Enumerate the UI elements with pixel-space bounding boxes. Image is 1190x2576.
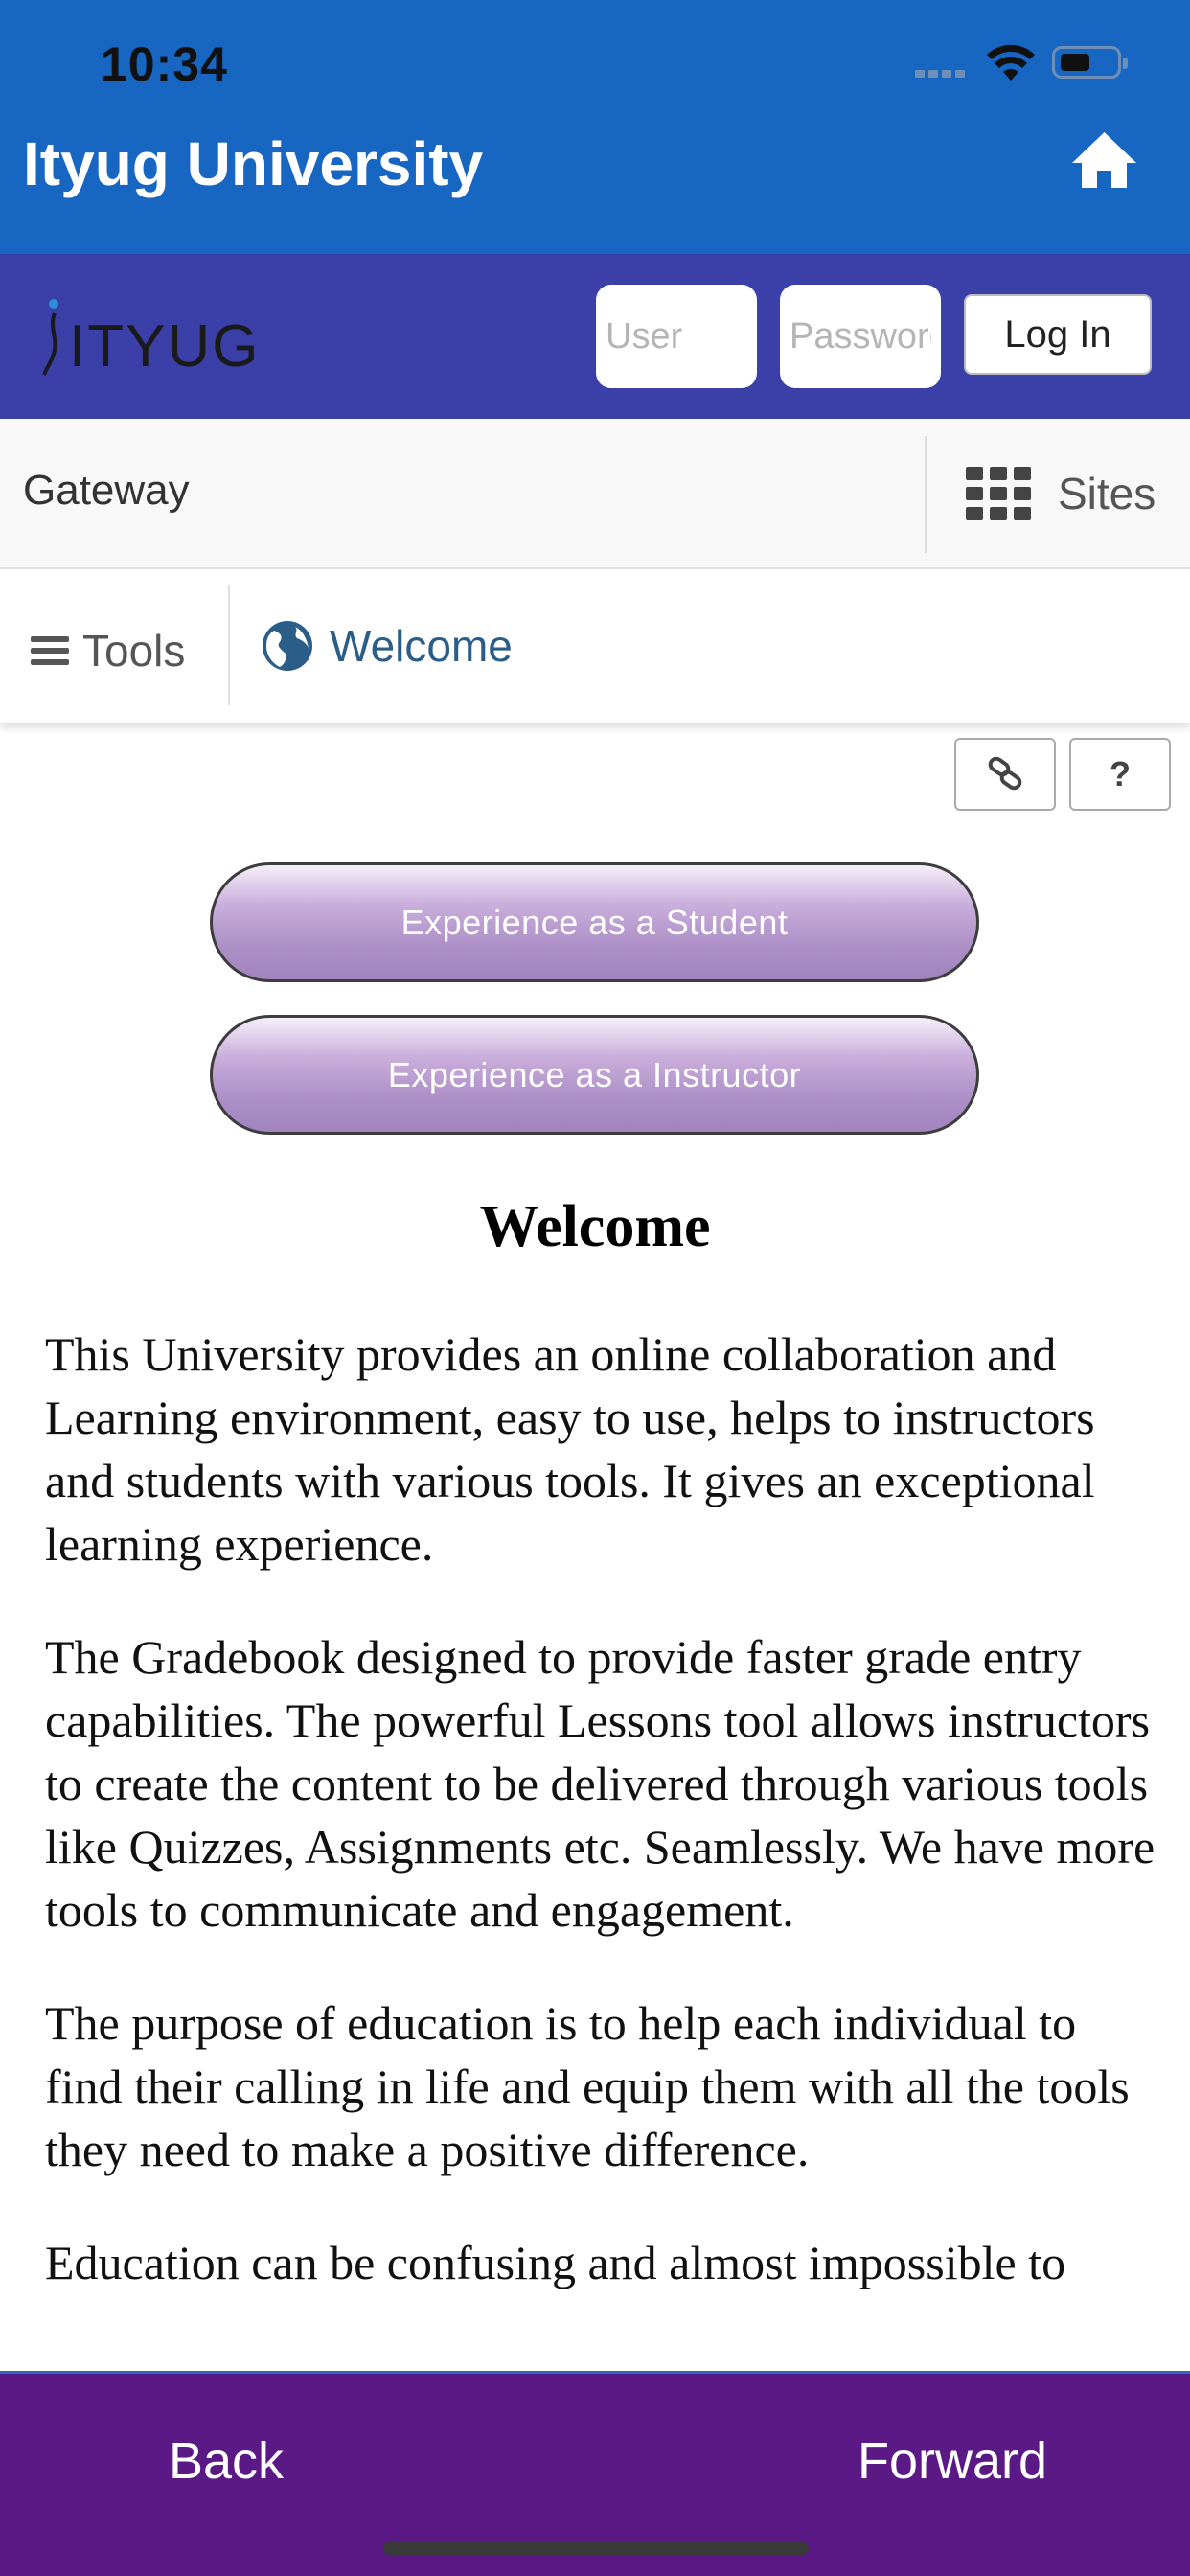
experience-student-button[interactable]: Experience as a Student xyxy=(210,862,979,982)
paragraph: The purpose of education is to help each individual to find their calling in life and equip them with all the tools they need to make a positive difference. xyxy=(45,1996,1130,2176)
page-title: Welcome xyxy=(479,1194,711,1259)
sites-button[interactable] xyxy=(966,467,1156,520)
paragraph: Education can be confusing and almost impossible to xyxy=(45,2236,1066,2289)
welcome-tab[interactable] xyxy=(261,619,513,673)
welcome-tab-label: Welcome xyxy=(330,621,513,671)
username-input[interactable] xyxy=(596,285,757,388)
ityug-logo xyxy=(42,296,261,380)
paragraph: This University provides an online collaboration and Learning environment, easy to use, helps to instructors and students with various tools. It gives an exceptional learning experience. xyxy=(45,1327,1095,1571)
globe-icon xyxy=(261,619,314,673)
divider xyxy=(925,436,927,553)
status-bar xyxy=(0,0,1190,125)
app-header xyxy=(0,125,1190,254)
cellular-signal-icon xyxy=(915,65,969,82)
back-button[interactable]: Back xyxy=(169,2432,285,2490)
password-input[interactable] xyxy=(780,285,941,388)
link-icon xyxy=(984,755,1026,794)
link-button[interactable] xyxy=(954,738,1056,811)
gateway-link[interactable]: Gateway xyxy=(23,467,190,514)
divider xyxy=(228,585,230,705)
home-icon[interactable] xyxy=(1068,125,1140,196)
experience-instructor-button[interactable]: Experience as a Instructor xyxy=(210,1015,979,1135)
battery-icon xyxy=(1052,46,1121,79)
forward-button[interactable]: Forward xyxy=(858,2432,1048,2490)
logo-figure-icon xyxy=(42,298,63,377)
tools-label: Tools xyxy=(82,626,186,676)
grid-icon xyxy=(966,467,1031,520)
content-body xyxy=(45,1322,1156,2344)
help-button[interactable]: ? xyxy=(1069,738,1171,811)
login-button[interactable]: Log In xyxy=(964,294,1152,375)
wifi-icon xyxy=(985,44,1037,82)
logo-text: ITYUG xyxy=(69,313,261,380)
paragraph: The Gradebook designed to provide faster grade entry capabilities. The powerful Lessons tool allows instructors to create the content to be delivered through various tools like Quizzes, Assignments etc. Seamlessly. We have more tools to communicate and engagement. xyxy=(45,1630,1156,1937)
login-bar xyxy=(0,254,1190,419)
gateway-bar xyxy=(0,419,1190,569)
tools-bar xyxy=(0,569,1190,723)
sites-label: Sites xyxy=(1058,469,1156,518)
app-title: Ityug University xyxy=(23,129,484,198)
hamburger-icon xyxy=(31,631,69,671)
tools-button[interactable] xyxy=(31,625,185,677)
status-time: 10:34 xyxy=(101,37,228,91)
home-indicator xyxy=(383,2542,809,2555)
